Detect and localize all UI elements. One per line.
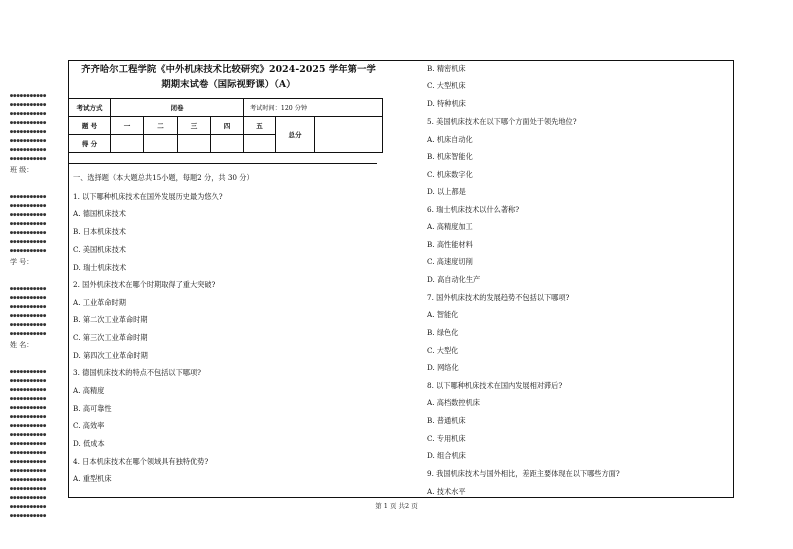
binding-dots: ●●●●●●●●●●● [10, 304, 47, 310]
question-no-label: 题 号 [69, 117, 111, 135]
binding-dots: ●●●●●●●●●●● [10, 313, 47, 319]
binding-dots: ●●●●●●●●●●● [10, 387, 47, 393]
score-cell-4[interactable] [211, 135, 244, 153]
column-4: 四 [211, 117, 244, 135]
score-cell-2[interactable] [144, 135, 178, 153]
answer-option: C. 机床数字化 [427, 170, 473, 179]
binding-label-0: 班 级： [10, 166, 34, 174]
binding-label-2: 姓 名： [10, 341, 34, 349]
binding-dots: ●●●●●●●●●●● [10, 102, 47, 108]
exam-title [69, 62, 384, 92]
answer-option: C. 高效率 [73, 421, 105, 430]
score-cell-3[interactable] [178, 135, 211, 153]
answer-option: D. 组合机床 [427, 451, 466, 460]
exam-title-line1: 齐齐哈尔工程学院《中外机床技术比较研究》2024-2025 学年第一学 [81, 64, 376, 75]
binding-dots: ●●●●●●●●●●● [10, 286, 47, 292]
binding-margin [10, 92, 58, 521]
binding-dots: ●●●●●●●●●●● [10, 459, 47, 465]
answer-option: D. 以上都是 [427, 187, 466, 196]
answer-option: A. 高精度加工 [427, 222, 473, 231]
binding-dots: ●●●●●●●●●●● [10, 423, 47, 429]
question-text: 2. 国外机床技术在哪个时期取得了重大突破? [73, 280, 216, 289]
binding-dots: ●●●●●●●●●●● [10, 504, 47, 510]
binding-dots: ●●●●●●●●●●● [10, 147, 47, 153]
answer-option: C. 美国机床技术 [73, 245, 126, 254]
total-label: 总分 [276, 117, 315, 153]
binding-dots: ●●●●●●●●●●● [10, 369, 47, 375]
exam-time: 考试时间：120 分钟 [244, 99, 383, 117]
binding-dots: ●●●●●●●●●●● [10, 221, 47, 227]
binding-dots: ●●●●●●●●●●● [10, 203, 47, 209]
exam-paper-frame [68, 60, 734, 498]
binding-dots: ●●●●●●●●●●● [10, 322, 47, 328]
answer-option: A. 重型机床 [73, 474, 112, 483]
answer-option: A. 智能化 [427, 310, 459, 319]
score-table [68, 98, 383, 153]
answer-option: A. 技术水平 [427, 487, 466, 496]
question-text: 1. 以下哪种机床技术在国外发展历史最为悠久? [73, 192, 223, 201]
binding-dots: ●●●●●●●●●●● [10, 396, 47, 402]
answer-option: A. 高档数控机床 [427, 398, 480, 407]
answer-option: D. 第四次工业革命时期 [73, 351, 148, 360]
binding-dots: ●●●●●●●●●●● [10, 212, 47, 218]
answer-option: B. 高性能材料 [427, 240, 473, 249]
question-text: 9. 我国机床技术与国外相比，差距主要体现在以下哪些方面? [427, 469, 620, 478]
binding-dots: ●●●●●●●●●●● [10, 495, 47, 501]
binding-dots: ●●●●●●●●●●● [10, 111, 47, 117]
score-cell-1[interactable] [111, 135, 144, 153]
binding-dots: ●●●●●●●●●●● [10, 432, 47, 438]
answer-option: B. 第二次工业革命时期 [73, 315, 148, 324]
binding-dots: ●●●●●●●●●●● [10, 230, 47, 236]
answer-option: B. 日本机床技术 [73, 227, 126, 236]
binding-dots: ●●●●●●●●●●● [10, 378, 47, 384]
total-score-cell[interactable] [315, 117, 383, 153]
column-5: 五 [244, 117, 276, 135]
section-heading: 一、选择题（本大题总共15小题，每题2 分，共 30 分） [73, 173, 254, 182]
page-number: 第 1 页 共2 页 [375, 502, 418, 510]
answer-option: B. 普通机床 [427, 416, 466, 425]
binding-dots: ●●●●●●●●●●● [10, 477, 47, 483]
question-text: 3. 德国机床技术的特点不包括以下哪项? [73, 368, 201, 377]
binding-dots: ●●●●●●●●●●● [10, 93, 47, 99]
question-text: 8. 以下哪种机床技术在国内发展相对滞后? [427, 381, 563, 390]
exam-mode-value: 闭卷 [111, 99, 244, 117]
score-cell-5[interactable] [244, 135, 276, 153]
answer-option: C. 大型机床 [427, 81, 466, 90]
right-column [424, 61, 724, 497]
answer-option: D. 瑞士机床技术 [73, 263, 127, 272]
answer-option: C. 第三次工业革命时期 [73, 333, 148, 342]
question-text: 7. 国外机床技术的发展趋势不包括以下哪项? [427, 293, 570, 302]
binding-dots: ●●●●●●●●●●● [10, 405, 47, 411]
answer-option: C. 专用机床 [427, 434, 466, 443]
binding-dots: ●●●●●●●●●●● [10, 120, 47, 126]
binding-dots: ●●●●●●●●●●● [10, 486, 47, 492]
binding-dots: ●●●●●●●●●●● [10, 248, 47, 254]
answer-option: B. 机床智能化 [427, 152, 473, 161]
binding-dots: ●●●●●●●●●●● [10, 194, 47, 200]
answer-option: C. 高速度切削 [427, 257, 473, 266]
question-text: 5. 美国机床技术在以下哪个方面处于领先地位? [427, 117, 577, 126]
answer-option: B. 精密机床 [427, 64, 466, 73]
answer-option: C. 大型化 [427, 346, 459, 355]
divider [69, 163, 377, 164]
binding-dots: ●●●●●●●●●●● [10, 295, 47, 301]
question-number-row [69, 117, 383, 135]
answer-option: B. 高可靠性 [73, 404, 112, 413]
exam-info-row [69, 99, 383, 117]
binding-dots: ●●●●●●●●●●● [10, 441, 47, 447]
answer-option: D. 特种机床 [427, 99, 466, 108]
binding-dots: ●●●●●●●●●●● [10, 468, 47, 474]
binding-dots: ●●●●●●●●●●● [10, 138, 47, 144]
answer-option: A. 机床自动化 [427, 135, 473, 144]
answer-option: A. 德国机床技术 [73, 209, 126, 218]
answer-option: B. 绿色化 [427, 328, 459, 337]
answer-option: A. 工业革命时期 [73, 298, 126, 307]
answer-option: D. 低成本 [73, 439, 105, 448]
binding-dots: ●●●●●●●●●●● [10, 156, 47, 162]
binding-label-1: 学 号： [10, 258, 34, 266]
column-2: 二 [144, 117, 178, 135]
exam-mode-label: 考试方式 [69, 99, 111, 117]
column-3: 三 [178, 117, 211, 135]
score-label: 得 分 [69, 135, 111, 153]
binding-dots: ●●●●●●●●●●● [10, 331, 47, 337]
column-1: 一 [111, 117, 144, 135]
binding-dots: ●●●●●●●●●●● [10, 450, 47, 456]
exam-title-line2: 期期末试卷（国际视野课）（A） [161, 79, 296, 90]
binding-dots: ●●●●●●●●●●● [10, 239, 47, 245]
binding-dots: ●●●●●●●●●●● [10, 414, 47, 420]
left-column [69, 61, 384, 497]
answer-option: A. 高精度 [73, 386, 105, 395]
answer-option: D. 网络化 [427, 363, 459, 372]
binding-dots: ●●●●●●●●●●● [10, 129, 47, 135]
question-text: 6. 瑞士机床技术以什么著称? [427, 205, 520, 214]
question-text: 4. 日本机床技术在哪个领域具有独特优势? [73, 457, 209, 466]
binding-dots: ●●●●●●●●●●● [10, 513, 47, 519]
answer-option: D. 高自动化生产 [427, 275, 481, 284]
